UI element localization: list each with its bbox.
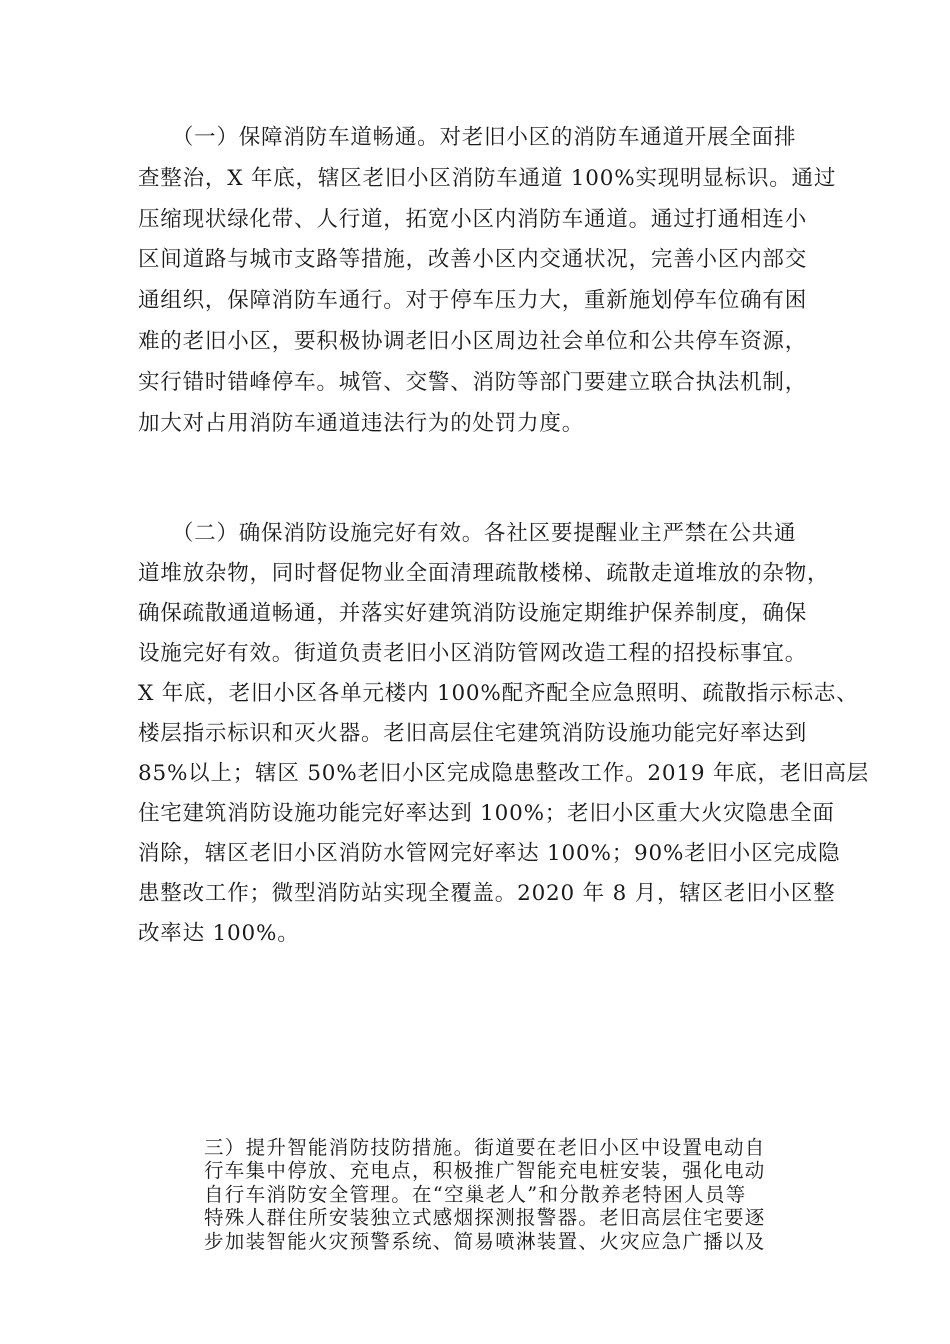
paragraph-line: 设施完好有效。街道负责老旧小区消防管网改造工程的招投标事宜。	[138, 641, 808, 666]
paragraph-line: 区间道路与城市支路等措施，改善小区内交通状况，完善小区内部交	[138, 247, 808, 273]
paragraph-line: 85%以上；辖区 50%老旧小区完成隐患整改工作。2019 年底，老旧高层	[138, 761, 870, 786]
paragraph-line: 道堆放杂物，同时督促物业全面清理疏散楼梯、疏散走道堆放的杂物，	[138, 561, 830, 586]
paragraph-fire-facilities	[138, 514, 870, 954]
paragraph-line: （二）确保消防设施完好有效。各社区要提醒业主严禁在公共通	[138, 521, 797, 546]
paragraph-line: 三）提升智能消防技防措施。街道要在老旧小区中设置电动自	[204, 1136, 766, 1159]
paragraph-line: 通组织，保障消防车通行。对于停车压力大，重新施划停车位确有困	[138, 288, 808, 314]
paragraph-line: 患整改工作；微型消防站实现全覆盖。2020 年 8 月，辖区老旧小区整	[138, 881, 836, 906]
paragraph-line: 查整治，X 年底，辖区老旧小区消防车通道 100%实现明显标识。通过	[138, 165, 837, 191]
paragraph-line: 自行车消防安全管理。在“空巢老人”和分散养老特困人员等	[204, 1182, 747, 1206]
paragraph-line: 压缩现状绿化带、人行道，拓宽小区内消防车通道。通过打通相连小	[138, 206, 808, 232]
paragraph-line: 楼层指示标识和灭火器。老旧高层住宅建筑消防设施功能完好率达到	[138, 721, 808, 746]
paragraph-line: 行车集中停放、充电点，积极推广智能充电桩安装，强化电动	[204, 1159, 766, 1183]
paragraph-line: 难的老旧小区，要积极协调老旧小区周边社会单位和公共停车资源，	[138, 328, 808, 354]
paragraph-fire-lane	[138, 118, 838, 444]
paragraph-line: 消除，辖区老旧小区消防水管网完好率达 100%；90%老旧小区完成隐	[138, 841, 841, 866]
paragraph-line: 住宅建筑消防设施功能完好率达到 100%；老旧小区重大火灾隐患全面	[138, 801, 835, 826]
paragraph-line: 特殊人群住所安装独立式感烟探测报警器。老旧高层住宅要逐	[204, 1206, 766, 1230]
paragraph-smart-fire-prevention	[204, 1136, 814, 1253]
paragraph-line: 确保疏散通道畅通，并落实好建筑消防设施定期维护保养制度，确保	[138, 601, 808, 626]
paragraph-line: （一）保障消防车道畅通。对老旧小区的消防车通道开展全面排	[138, 125, 797, 150]
paragraph-line: X 年底，老旧小区各单元楼内 100%配齐配全应急照明、疏散指示标志、	[138, 681, 859, 706]
paragraph-line: 实行错时错峰停车。城管、交警、消防等部门要建立联合执法机制，	[138, 369, 808, 395]
paragraph-line: 加大对占用消防车通道违法行为的处罚力度。	[138, 410, 585, 436]
paragraph-line: 步加装智能火灾预警系统、简易喷淋装置、火灾应急广播以及	[204, 1229, 766, 1253]
paragraph-line: 改率达 100%。	[138, 921, 300, 946]
